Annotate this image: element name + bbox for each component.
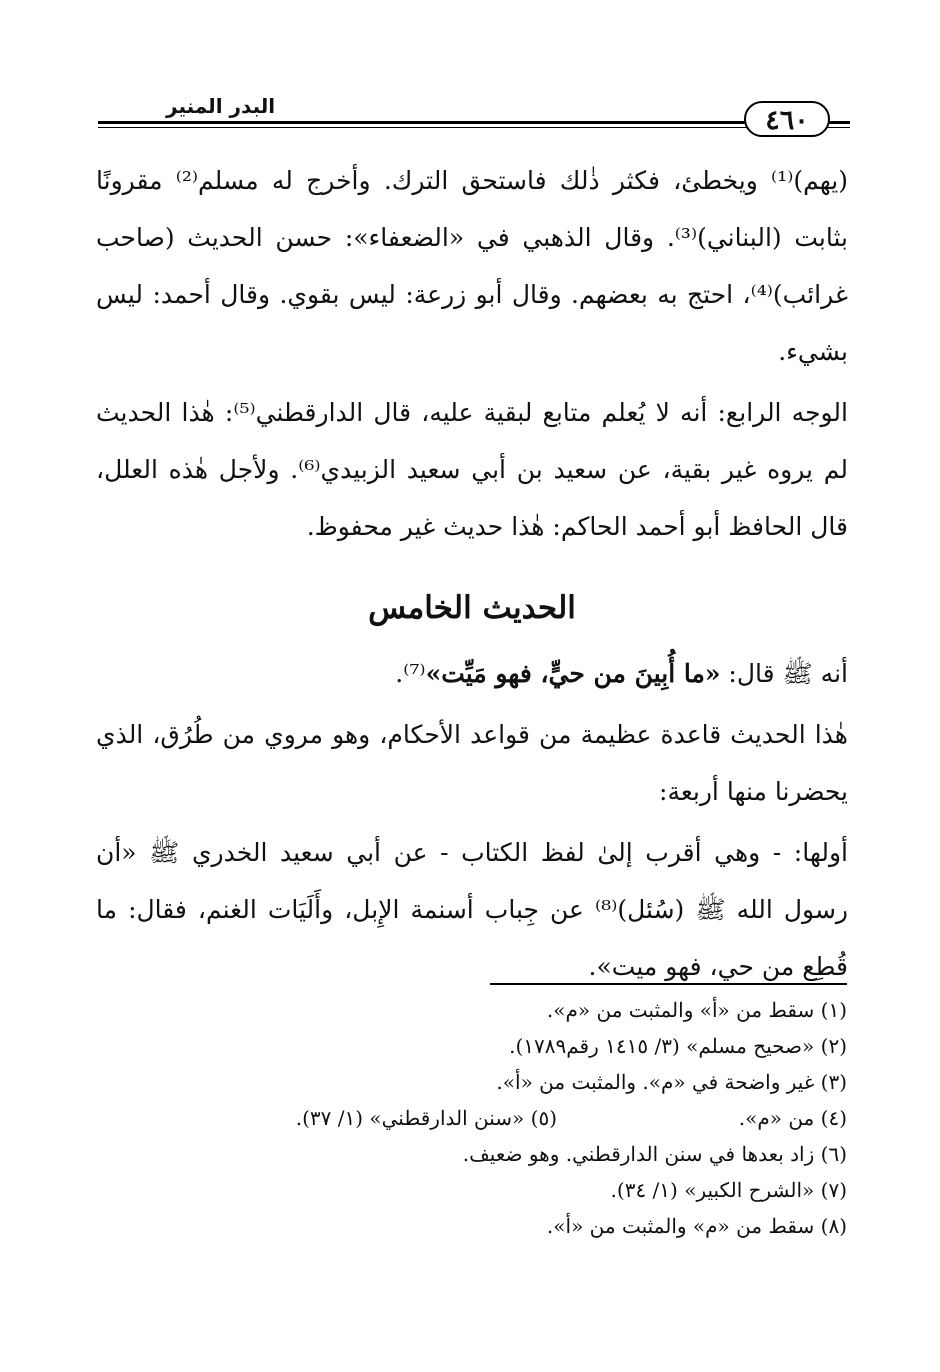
header-rule xyxy=(98,121,850,124)
footnote: (٧) «الشرح الكبير» (١/ ٣٤). xyxy=(610,1178,847,1202)
section-title: الحديث الخامس xyxy=(368,590,576,626)
page-header xyxy=(98,93,850,136)
paragraph: هٰذا الحديث قاعدة عظيمة من قواعد الأحكام، وهو مروي من طُرُق، الذي يحضرنا منها أربعة: xyxy=(96,720,848,806)
footnote: (١) سقط من «أ» والمثبت من «م». xyxy=(546,998,847,1022)
footnote-separator xyxy=(490,983,847,985)
footnote: (٥) «سنن الدارقطني» (١/ ٣٧). xyxy=(295,1106,557,1130)
page-number: ٤٦٠ xyxy=(744,101,830,137)
footnote: (٦) زاد بعدها في سنن الدارقطني. وهو ضعيف. xyxy=(462,1142,847,1166)
paragraph: الوجه الرابع: أنه لا يُعلم متابع لبقية عليه، قال الدارقطني⁽⁵⁾: هٰذا الحديث لم يروه غير بقية، عن سعيد بن أبي سعيد الزبيدي⁽⁶⁾. ولأجل هٰذه العلل، قال الحافظ أبو أحمد الحاكم: هٰذا حديث غير محفوظ. xyxy=(96,398,848,541)
paragraph xyxy=(96,645,848,702)
footnote: (٨) سقط من «م» والمثبت من «أ». xyxy=(546,1214,847,1238)
footnote: (٤) من «م». xyxy=(738,1106,847,1130)
paragraph: (يهم)⁽¹⁾ ويخطئ، فكثر ذٰلك فاستحق الترك. وأخرج له مسلم⁽²⁾ مقرونًا بثابت (البناني)⁽³⁾. وقال الذهبي في «الضعفاء»: حسن الحديث (صاحب غرائب)⁽⁴⁾، احتج به بعضهم. وقال أبو زرعة: ليس بقوي. وقال أحمد: ليس بشيء. xyxy=(96,166,848,366)
hadith-quote: «ما أُبِينَ من حيٍّ، فهو مَيِّت» xyxy=(425,659,721,688)
header-rule-thin xyxy=(98,127,850,128)
hadith-intro: أنه ﷺ قال: xyxy=(720,659,848,688)
footnote-ref: ⁽⁷⁾. xyxy=(395,659,426,688)
paragraph: أولها: - وهي أقرب إلىٰ لفظ الكتاب - عن أبي سعيد الخدري ﷺ «أن رسول الله ﷺ (سُئل)⁽⁸⁾ عن جِباب أسنمة الإِبل، وأَلَيَات الغنم، فقال: ما قُطِع من حي، فهو ميت». xyxy=(96,838,848,981)
book-title: البدر المنير xyxy=(158,93,283,119)
footnote-row xyxy=(95,1100,847,1136)
footnotes xyxy=(95,992,847,1244)
footnote: (٣) غير واضحة في «م». والمثبت من «أ». xyxy=(496,1070,847,1094)
footnote: (٢) «صحيح مسلم» (٣/ ١٤١٥ رقم١٧٨٩). xyxy=(509,1034,847,1058)
main-text xyxy=(96,152,848,995)
